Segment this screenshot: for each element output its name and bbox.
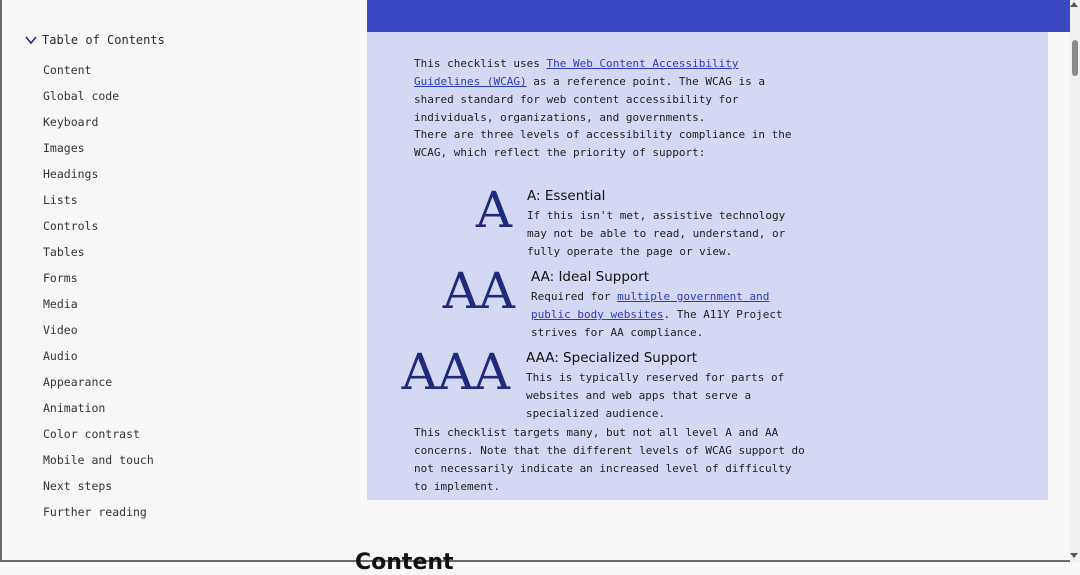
toc-item-content[interactable]: Content bbox=[43, 63, 92, 77]
level-aa-glyph: AA bbox=[442, 262, 515, 320]
level-a-description: If this isn't met, assistive technology may not be able to read, understand, or fully operate the page or view. bbox=[527, 209, 786, 258]
toc-item-video[interactable]: Video bbox=[43, 323, 78, 337]
outro-paragraph: This checklist targets many, but not all level A and AA concerns. Note that the different levels of WCAG support do not necessarily indicate an increased level of difficulty to implement. bbox=[414, 426, 805, 493]
toc-item-headings[interactable]: Headings bbox=[43, 167, 99, 181]
toc-item-animation[interactable]: Animation bbox=[43, 401, 106, 415]
toc-list bbox=[24, 57, 344, 525]
toc-item-forms[interactable]: Forms bbox=[43, 271, 78, 285]
toc-toggle[interactable] bbox=[24, 31, 344, 49]
chevron-down-icon bbox=[24, 33, 38, 47]
toc-item-tables[interactable]: Tables bbox=[43, 245, 85, 259]
level-aa-desc-text: Required for bbox=[531, 290, 618, 303]
wcag-link[interactable]: The Web Content Accessibility Guidelines (WCAG) bbox=[414, 57, 739, 88]
government-websites-link[interactable]: multiple government and public body websites bbox=[531, 290, 770, 321]
toc-item-keyboard[interactable]: Keyboard bbox=[43, 115, 99, 129]
toc-item-further-reading[interactable]: Further reading bbox=[43, 505, 147, 519]
next-section-heading: Content bbox=[355, 550, 454, 575]
scrollbar-thumb[interactable] bbox=[1072, 40, 1078, 76]
toc-item-media[interactable]: Media bbox=[43, 297, 78, 311]
level-a-title: A: Essential bbox=[527, 188, 606, 204]
header-banner bbox=[367, 0, 1072, 32]
level-aa-title: AA: Ideal Support bbox=[531, 269, 649, 285]
table-of-contents bbox=[24, 31, 344, 525]
toc-item-appearance[interactable]: Appearance bbox=[43, 375, 113, 389]
level-aaa-description: This is typically reserved for parts of websites and web apps that serve a specialized audience. bbox=[526, 371, 785, 420]
intro-paragraph-2: There are three levels of accessibility compliance in the WCAG, which reflect the priority of support: bbox=[414, 128, 792, 159]
level-aa-description bbox=[531, 288, 806, 342]
level-a-glyph: A bbox=[475, 181, 512, 239]
level-aaa-glyph: AAA bbox=[401, 343, 510, 401]
toc-item-next-steps[interactable]: Next steps bbox=[43, 479, 113, 493]
toc-item-images[interactable]: Images bbox=[43, 141, 85, 155]
scroll-up-arrow-icon[interactable] bbox=[1070, 2, 1078, 7]
intro-text-after: as a reference point. The WCAG is a shared standard for web content accessibility for individuals, organizations, and governments. bbox=[414, 75, 766, 124]
toc-item-color-contrast[interactable]: Color contrast bbox=[43, 427, 140, 441]
toc-item-controls[interactable]: Controls bbox=[43, 219, 99, 233]
intro-paragraph-1 bbox=[414, 55, 809, 127]
level-aa-desc-text-after: . The A11Y Project strives for AA compliance. bbox=[531, 308, 783, 339]
intro-text: This checklist uses bbox=[414, 57, 547, 70]
scroll-down-arrow-icon[interactable] bbox=[1070, 553, 1078, 558]
level-aaa-title: AAA: Specialized Support bbox=[526, 350, 698, 366]
toc-item-global-code[interactable]: Global code bbox=[43, 89, 120, 103]
toc-title: Table of Contents bbox=[42, 33, 165, 47]
scrollbar[interactable] bbox=[1070, 0, 1080, 562]
toc-item-audio[interactable]: Audio bbox=[43, 349, 78, 363]
toc-item-lists[interactable]: Lists bbox=[43, 193, 78, 207]
toc-item-mobile-and-touch[interactable]: Mobile and touch bbox=[43, 453, 154, 467]
